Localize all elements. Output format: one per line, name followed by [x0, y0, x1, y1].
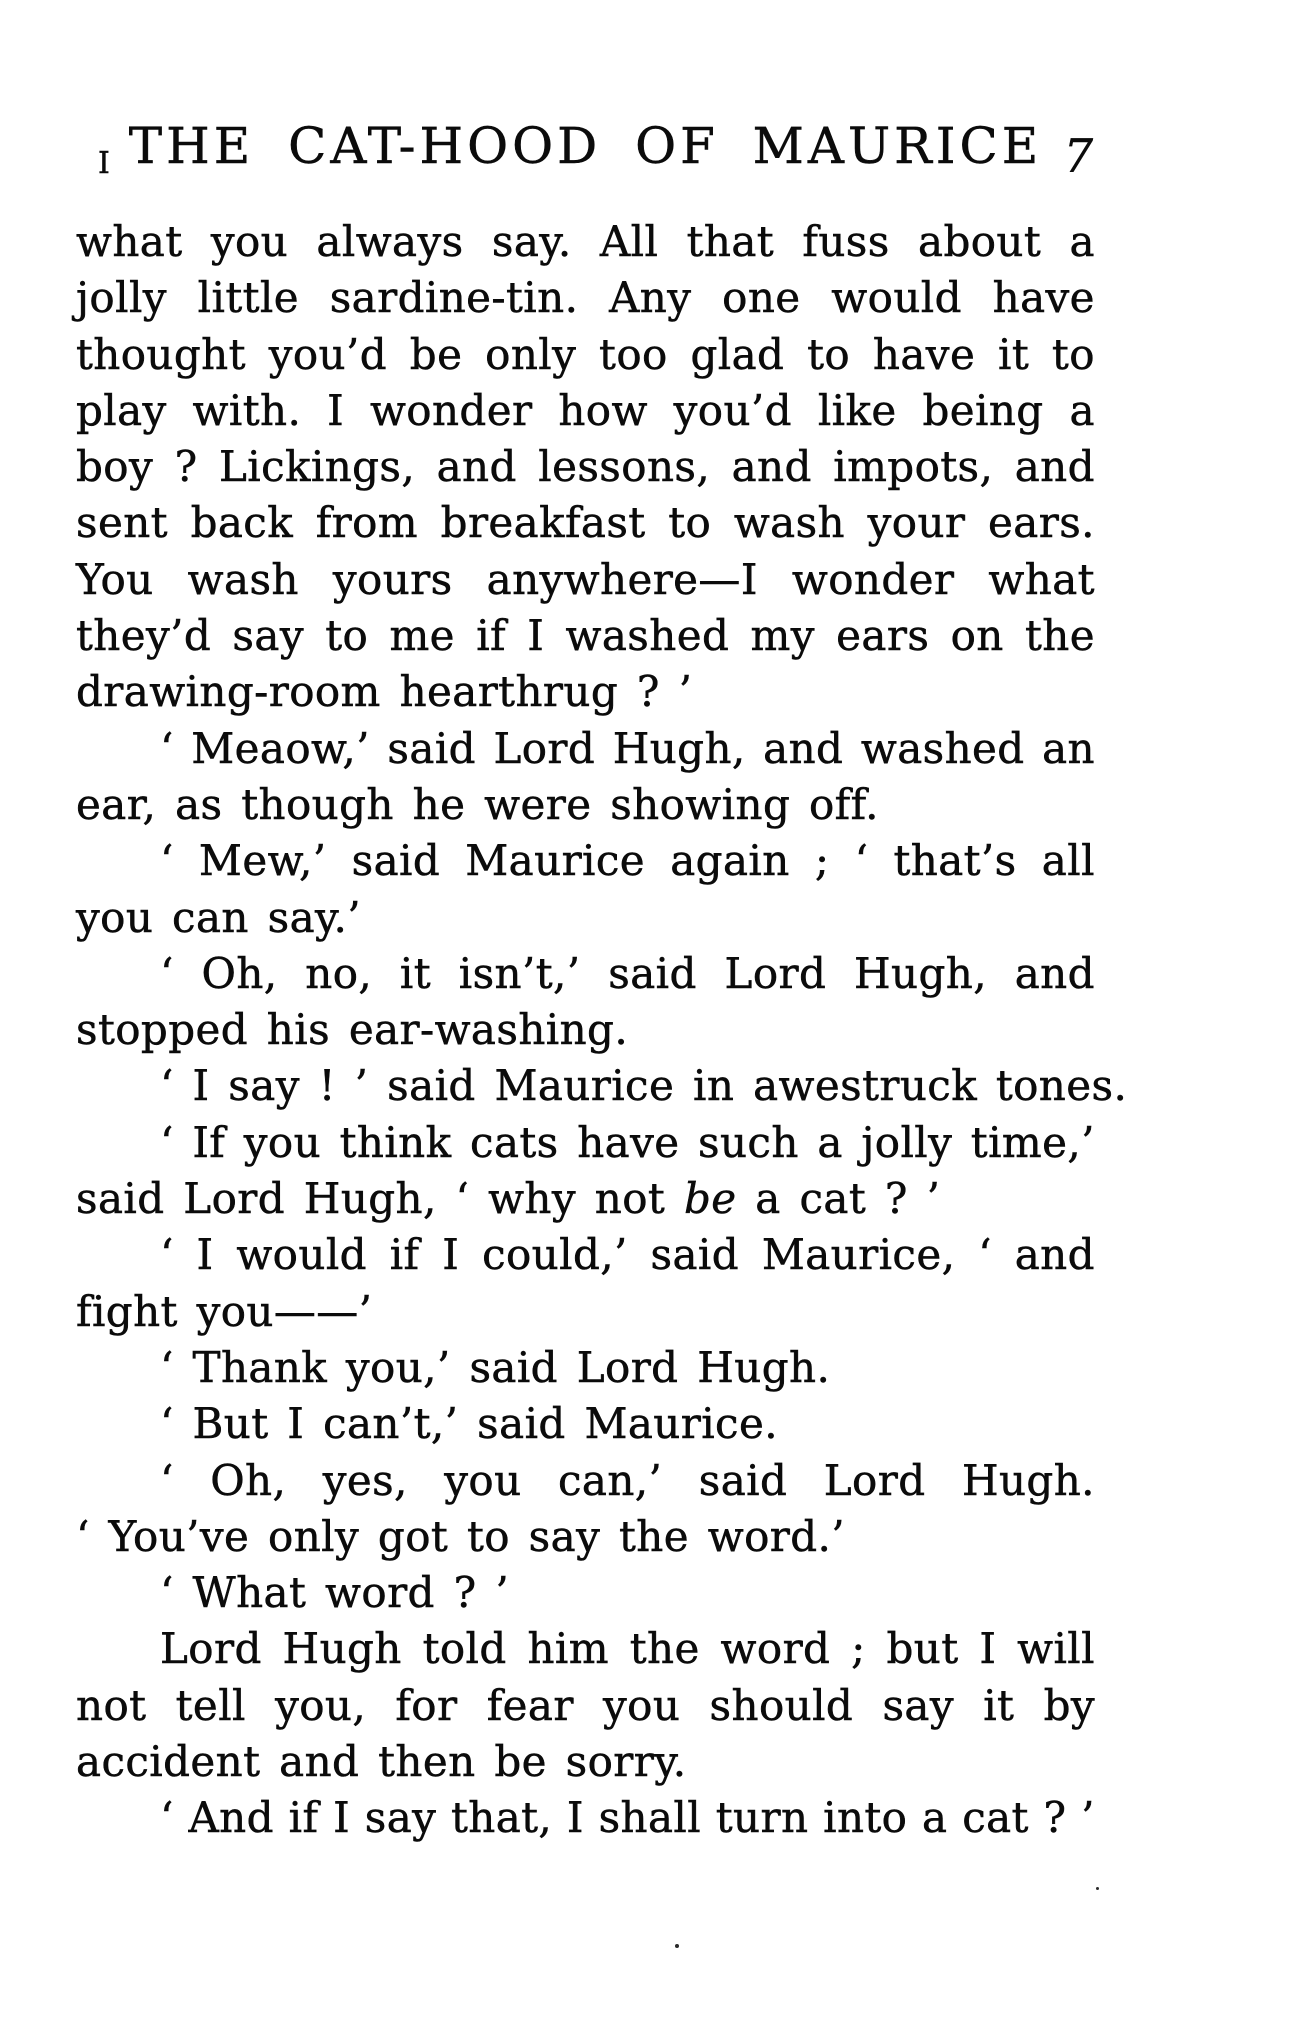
word: ‘	[160, 1568, 174, 1618]
word: say.’	[267, 892, 362, 942]
word: if	[476, 611, 506, 661]
word: ‘	[160, 1117, 174, 1167]
word: be	[683, 1174, 737, 1224]
word: Oh,	[210, 1455, 287, 1505]
text-line	[76, 214, 1095, 270]
word: stopped	[76, 1005, 249, 1055]
word: fight	[76, 1286, 178, 1336]
word: back	[190, 498, 294, 548]
word: cat	[799, 1174, 867, 1224]
word: by	[1043, 1680, 1095, 1730]
word: wash	[187, 554, 299, 604]
word: Lord	[493, 723, 596, 773]
text-line	[76, 1621, 1095, 1677]
text-line	[76, 270, 1095, 326]
word: shall	[598, 1793, 702, 1843]
word: you	[243, 1117, 322, 1167]
word: yes,	[322, 1455, 408, 1505]
word: thought	[76, 329, 246, 379]
word: !	[318, 1061, 336, 1111]
text-line	[76, 1453, 1095, 1509]
word: Hugh,	[612, 723, 746, 773]
word: to	[807, 329, 851, 379]
word: ‘	[455, 1174, 470, 1224]
word: not	[594, 1174, 666, 1224]
word: But	[192, 1399, 269, 1449]
word: think	[339, 1117, 452, 1167]
word: such	[698, 1117, 799, 1167]
word: say	[228, 1061, 300, 1111]
word: Maurice	[494, 1061, 675, 1111]
word: it	[399, 948, 432, 998]
word: should	[709, 1680, 854, 1730]
word: will	[1017, 1624, 1095, 1674]
word: drawing-room	[76, 667, 381, 717]
word: said	[387, 723, 476, 773]
word: boy	[76, 442, 154, 492]
word: said	[351, 836, 441, 886]
word: in	[693, 1061, 735, 1111]
word: all	[1041, 836, 1095, 886]
word: ‘	[160, 1455, 174, 1505]
word: to	[325, 611, 369, 661]
word: fuss	[802, 217, 890, 266]
word: ‘	[160, 723, 174, 773]
word: Hugh	[282, 1624, 402, 1674]
word: showing	[610, 779, 791, 829]
word: they’d	[76, 611, 212, 661]
word: too	[599, 329, 668, 379]
word: I	[192, 1061, 210, 1111]
word: you,’	[345, 1342, 451, 1392]
word: ’	[495, 1568, 510, 1618]
text-line	[76, 1565, 1095, 1621]
word: why	[488, 1174, 576, 1224]
word: little	[197, 273, 299, 323]
word: ‘	[160, 836, 174, 886]
text-line	[76, 552, 1095, 608]
word: If	[192, 1117, 226, 1167]
word: a	[1069, 385, 1095, 435]
word: it	[998, 329, 1030, 379]
word: ‘	[160, 1061, 174, 1111]
text-line	[76, 495, 1095, 551]
word: to	[668, 498, 712, 548]
word: yours	[332, 554, 453, 604]
word: told	[422, 1624, 507, 1674]
word: got	[377, 1511, 449, 1561]
word: I	[566, 1793, 584, 1843]
text-line	[76, 1509, 1095, 1565]
text-line	[76, 1227, 1095, 1283]
text-line	[76, 1340, 1095, 1396]
word: ‘	[160, 1342, 174, 1392]
word: one	[722, 273, 801, 323]
word: being	[922, 385, 1044, 435]
word: fear	[486, 1680, 574, 1730]
word: that	[686, 217, 775, 266]
word: You’ve	[108, 1511, 250, 1561]
word: Lord	[823, 1455, 926, 1505]
word: cats	[470, 1117, 559, 1167]
word: a	[1069, 217, 1095, 266]
word: for	[395, 1680, 458, 1730]
word: were	[484, 779, 592, 829]
text-line	[76, 1396, 1095, 1452]
word: turn	[715, 1793, 809, 1843]
word: say	[232, 611, 304, 661]
text-line	[76, 1058, 1128, 1114]
word: no,	[305, 948, 373, 998]
word: could,’	[482, 1230, 628, 1280]
word: you——’	[196, 1286, 373, 1336]
scan-speck	[675, 1944, 679, 1948]
word: can’t,’	[323, 1399, 459, 1449]
text-line	[76, 1171, 1095, 1227]
word: sorry.	[565, 1737, 687, 1787]
word: ?	[1043, 1793, 1067, 1843]
word: anywhere—I	[486, 554, 758, 604]
word: how	[558, 385, 648, 435]
text-line	[76, 327, 1095, 383]
word: that’s	[893, 836, 1017, 886]
word: What	[192, 1568, 307, 1618]
word: say	[528, 1511, 601, 1561]
word: Lickings,	[218, 442, 416, 492]
word: impots,	[833, 442, 994, 492]
word: Mew,’	[198, 836, 327, 886]
text-line	[76, 1678, 1095, 1734]
word: hearthrug	[399, 667, 619, 717]
text-line	[76, 721, 1095, 777]
word: have	[872, 329, 976, 379]
word: would	[236, 1230, 367, 1280]
word: ear,	[76, 779, 157, 829]
word: ?	[884, 1174, 908, 1224]
word: ?	[453, 1568, 477, 1618]
word: you,	[275, 1680, 367, 1730]
word: you	[210, 217, 289, 266]
word: lessons,	[538, 442, 711, 492]
word: cat	[962, 1793, 1029, 1843]
text-line	[76, 890, 1095, 946]
word: isn’t,’	[458, 948, 581, 998]
word: ‘	[854, 836, 869, 886]
word: jolly	[861, 1117, 953, 1167]
word: be	[494, 1737, 547, 1787]
word: only	[268, 1511, 360, 1561]
page-title: THE CAT-HOOD OF MAURICE	[128, 117, 1043, 175]
word: word	[720, 1624, 831, 1674]
word: me	[389, 611, 455, 661]
word: I	[287, 1399, 305, 1449]
word: to	[466, 1511, 510, 1561]
word: tell	[175, 1680, 246, 1730]
word: his	[266, 1005, 331, 1055]
word: always	[316, 217, 464, 266]
word: word	[325, 1568, 435, 1618]
word: ?	[636, 667, 660, 717]
word: wash	[733, 498, 846, 548]
word: Lord	[576, 1342, 679, 1392]
word: Lord	[183, 1174, 286, 1224]
text-line	[76, 383, 1095, 439]
word: my	[750, 611, 815, 661]
word: tones.	[995, 1061, 1128, 1111]
word: he	[412, 779, 466, 829]
word: said	[477, 1399, 566, 1449]
word: but	[886, 1624, 959, 1674]
word: into	[823, 1793, 908, 1843]
word: wonder	[369, 385, 533, 435]
text-line	[76, 608, 1095, 664]
word: ’	[1081, 1793, 1095, 1843]
text-line	[76, 777, 1095, 833]
word: said	[469, 1342, 558, 1392]
word: Hugh.	[961, 1455, 1095, 1505]
text-line	[76, 1734, 1095, 1790]
word: Maurice.	[584, 1399, 778, 1449]
word: you’d	[268, 329, 387, 379]
word: time,’	[970, 1117, 1095, 1167]
word: again	[670, 836, 790, 886]
word: ?	[174, 442, 198, 492]
word: a	[755, 1174, 781, 1224]
word: said	[76, 1174, 165, 1224]
word: ’	[354, 1061, 369, 1111]
word: accident	[76, 1737, 261, 1787]
word: you’d	[673, 385, 792, 435]
word: play	[76, 385, 167, 435]
word: ear-washing.	[348, 1005, 629, 1055]
word: Thank	[192, 1342, 328, 1392]
word: only	[485, 329, 577, 379]
word: ‘	[76, 1511, 90, 1561]
word: say	[364, 1793, 437, 1843]
word: off.	[809, 779, 879, 829]
word: Hugh,	[854, 948, 987, 998]
word: I	[527, 611, 545, 661]
word: have	[992, 273, 1095, 323]
word: what	[76, 217, 183, 266]
word: on	[950, 611, 1004, 661]
word: would	[831, 273, 962, 323]
word: ’	[678, 667, 693, 717]
word: ‘	[160, 948, 174, 998]
word: Hugh.	[697, 1342, 831, 1392]
word: your	[867, 498, 966, 548]
word: breakfast	[440, 498, 646, 548]
word: and	[1014, 948, 1095, 998]
word: Maurice,	[761, 1230, 956, 1280]
word: if	[389, 1230, 420, 1280]
word: you	[76, 892, 154, 942]
word: ‘	[160, 1230, 174, 1280]
word: Hugh,	[303, 1174, 437, 1224]
word: not	[76, 1680, 147, 1730]
word: you	[444, 1455, 522, 1505]
word: with.	[192, 385, 302, 435]
word: about	[918, 217, 1042, 266]
word: said	[650, 1230, 740, 1280]
word: and	[1014, 1230, 1095, 1280]
word: glad	[690, 329, 785, 379]
word: that,	[450, 1793, 553, 1843]
running-header	[76, 118, 1095, 184]
word: I	[442, 1230, 460, 1280]
word: say.	[491, 217, 572, 266]
word: it	[983, 1680, 1015, 1730]
scan-speck	[1096, 1887, 1099, 1890]
word: I	[333, 1793, 351, 1843]
word: and	[436, 442, 517, 492]
word: ears	[836, 611, 930, 661]
word: washed	[860, 723, 1025, 773]
word: though	[241, 779, 394, 829]
word: and	[1014, 442, 1095, 492]
word: wonder	[791, 554, 955, 604]
word: sent	[76, 498, 168, 548]
word: be	[409, 329, 463, 379]
word: can,’	[557, 1455, 663, 1505]
word: the	[1024, 611, 1095, 661]
word: him	[527, 1624, 609, 1674]
word: say	[882, 1680, 954, 1730]
word: Meaow,’	[191, 723, 370, 773]
word: the	[618, 1511, 689, 1561]
page-number: 7	[1063, 129, 1093, 183]
word: and	[731, 442, 812, 492]
word: to	[1051, 329, 1095, 379]
text-line	[76, 664, 1095, 720]
word: said	[387, 1061, 476, 1111]
word: Maurice	[465, 836, 646, 886]
text-block	[76, 214, 1128, 1847]
word: have	[577, 1117, 680, 1167]
text-line	[76, 1790, 1095, 1846]
word: the	[629, 1624, 700, 1674]
word: Lord	[160, 1624, 262, 1674]
text-line	[76, 946, 1095, 1002]
word: Lord	[724, 948, 827, 998]
word: ;	[851, 1624, 866, 1674]
word: ‘	[160, 1399, 174, 1449]
word: Oh,	[201, 948, 278, 998]
word: ’	[926, 1174, 941, 1224]
word: I	[327, 385, 345, 435]
word: word.’	[707, 1511, 846, 1561]
word: said	[698, 1455, 788, 1505]
text-line	[76, 1284, 1095, 1340]
text-line	[76, 1002, 1095, 1058]
word: if	[288, 1793, 319, 1843]
word: from	[315, 498, 419, 548]
chapter-numeral: I	[98, 146, 111, 181]
word: what	[988, 554, 1095, 604]
word: I	[196, 1230, 214, 1280]
word: You	[76, 554, 154, 604]
word: and	[763, 723, 844, 773]
word: washed	[565, 611, 730, 661]
word: And	[188, 1793, 274, 1843]
word: sardine-tin.	[329, 273, 579, 323]
word: like	[817, 385, 897, 435]
text-line	[76, 439, 1095, 495]
word: ‘	[978, 1230, 992, 1280]
word: jolly	[76, 273, 167, 323]
word: said	[608, 948, 697, 998]
word: you	[603, 1680, 681, 1730]
word: ears.	[988, 498, 1095, 548]
text-line	[76, 1115, 1095, 1171]
word: Any	[609, 273, 692, 323]
word: awestruck	[753, 1061, 978, 1111]
word: All	[599, 217, 659, 266]
word: as	[175, 779, 223, 829]
word: ‘	[160, 1793, 174, 1843]
word: then	[378, 1737, 476, 1787]
word: a	[817, 1117, 843, 1167]
word: I	[979, 1624, 997, 1674]
word: and	[279, 1737, 360, 1787]
word: ;	[814, 836, 830, 886]
word: a	[922, 1793, 948, 1843]
word: can	[172, 892, 249, 942]
text-line	[76, 833, 1095, 889]
word: an	[1042, 723, 1095, 773]
